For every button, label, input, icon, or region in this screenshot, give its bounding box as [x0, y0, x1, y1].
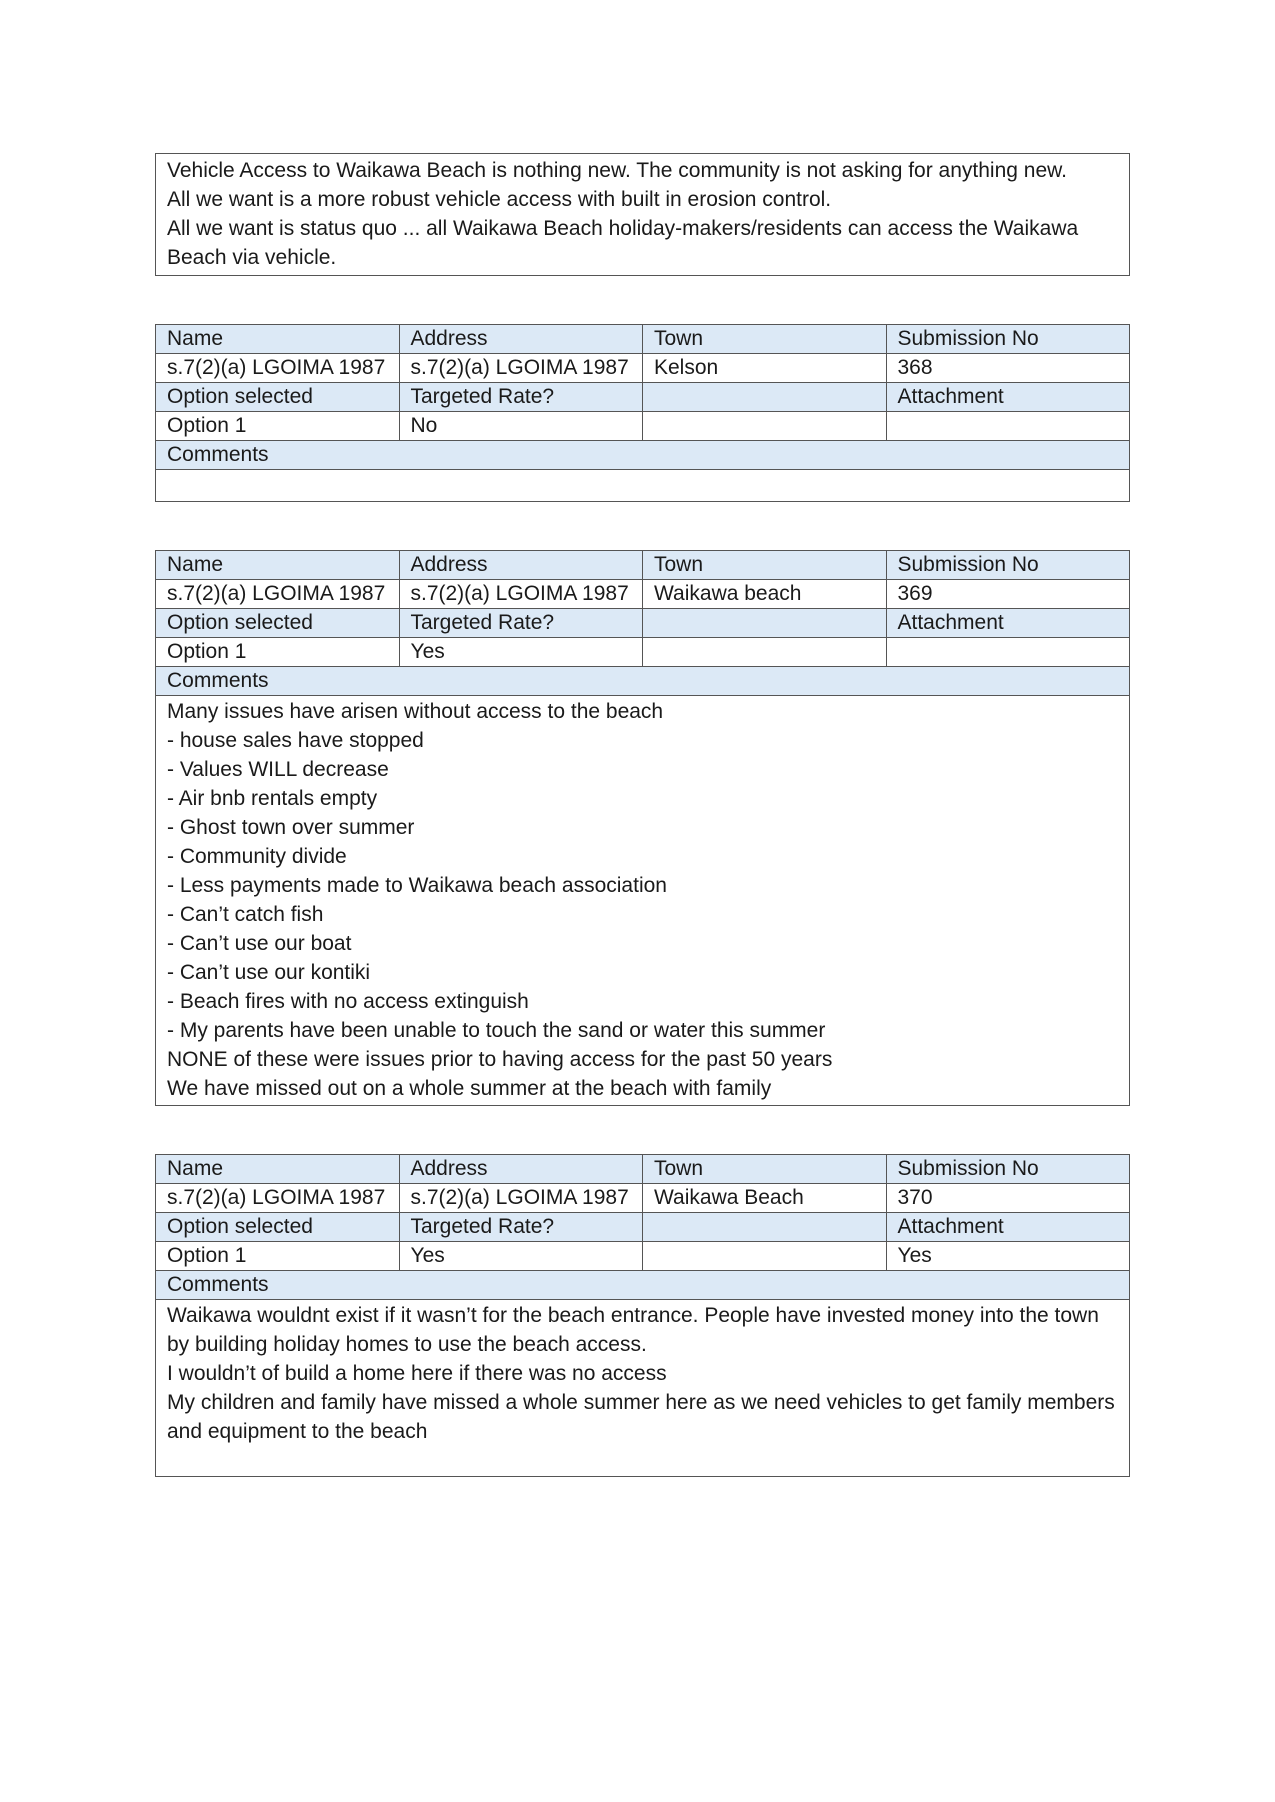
comment-line: - Can’t use our kontiki — [167, 961, 371, 984]
name-label: Name — [156, 551, 400, 580]
town-value: Waikawa Beach — [643, 1184, 887, 1213]
empty-cell — [643, 412, 887, 441]
submission-no-value: 368 — [886, 354, 1130, 383]
submission-no-label: Submission No — [886, 551, 1130, 580]
comment-line: Waikawa wouldnt exist if it wasn’t for the beach entrance. People have invested money into the town by building holiday homes to use the beach access. — [167, 1304, 1105, 1356]
address-label: Address — [399, 325, 643, 354]
comment-line: My children and family have missed a whole summer here as we need vehicles to get family members and equipment to the beach — [167, 1391, 1121, 1443]
option-selected-label: Option selected — [156, 383, 400, 412]
empty-cell — [643, 1242, 887, 1271]
header-row — [156, 325, 1130, 354]
address-label: Address — [399, 1155, 643, 1184]
comment-line: - My parents have been unable to touch the sand or water this summer — [167, 1019, 826, 1042]
value-row — [156, 580, 1130, 609]
option-value: Option 1 — [156, 1242, 400, 1271]
comment-line: - Beach fires with no access extinguish — [167, 990, 529, 1013]
value-row — [156, 412, 1130, 441]
comment-line: - house sales have stopped — [167, 729, 424, 752]
town-label: Town — [643, 1155, 887, 1184]
submission-no-value: 369 — [886, 580, 1130, 609]
name-value: s.7(2)(a) LGOIMA 1987 — [156, 1184, 400, 1213]
comments-label: Comments — [156, 441, 1130, 470]
empty-cell — [643, 383, 887, 412]
empty-cell — [643, 1213, 887, 1242]
name-label: Name — [156, 1155, 400, 1184]
intro-statement-box — [155, 153, 1130, 276]
attachment-value — [886, 638, 1130, 667]
value-row — [156, 1184, 1130, 1213]
comments-header-row — [156, 1271, 1130, 1300]
targeted-rate-value: No — [399, 412, 643, 441]
town-label: Town — [643, 325, 887, 354]
address-label: Address — [399, 551, 643, 580]
targeted-rate-value: Yes — [399, 1242, 643, 1271]
empty-cell — [643, 609, 887, 638]
comment-line: - Values WILL decrease — [167, 758, 389, 781]
submission-table-368 — [155, 324, 1130, 502]
value-row — [156, 638, 1130, 667]
comments-header-row — [156, 667, 1130, 696]
intro-line: Vehicle Access to Waikawa Beach is nothing new. The community is not asking for anything new. — [167, 159, 1067, 182]
comment-line: - Can’t use our boat — [167, 932, 352, 955]
submission-no-label: Submission No — [886, 325, 1130, 354]
comments-label: Comments — [156, 667, 1130, 696]
option-selected-label: Option selected — [156, 1213, 400, 1242]
targeted-rate-label: Targeted Rate? — [399, 383, 643, 412]
comments-label: Comments — [156, 1271, 1130, 1300]
comment-line: - Can’t catch fish — [167, 903, 324, 926]
header-row — [156, 1155, 1130, 1184]
targeted-rate-value: Yes — [399, 638, 643, 667]
address-value: s.7(2)(a) LGOIMA 1987 — [399, 1184, 643, 1213]
town-value: Waikawa beach — [643, 580, 887, 609]
attachment-label: Attachment — [886, 609, 1130, 638]
intro-line: All we want is a more robust vehicle access with built in erosion control. — [167, 188, 832, 211]
comment-line: Many issues have arisen without access to the beach — [167, 700, 664, 723]
town-value: Kelson — [643, 354, 887, 383]
town-label: Town — [643, 551, 887, 580]
address-value: s.7(2)(a) LGOIMA 1987 — [399, 354, 643, 383]
submission-no-value: 370 — [886, 1184, 1130, 1213]
comment-line: I wouldn’t of build a home here if there was no access — [167, 1362, 667, 1385]
header-row — [156, 609, 1130, 638]
comment-line: - Air bnb rentals empty — [167, 787, 378, 810]
value-row — [156, 354, 1130, 383]
option-value: Option 1 — [156, 638, 400, 667]
option-value: Option 1 — [156, 412, 400, 441]
comments-row — [156, 1300, 1130, 1477]
submission-no-label: Submission No — [886, 1155, 1130, 1184]
comment-line: - Less payments made to Waikawa beach association — [167, 874, 667, 897]
comments-row — [156, 470, 1130, 502]
submission-table-370 — [155, 1154, 1130, 1477]
attachment-label: Attachment — [886, 1213, 1130, 1242]
comments-body — [156, 470, 1130, 502]
targeted-rate-label: Targeted Rate? — [399, 609, 643, 638]
comment-line: - Ghost town over summer — [167, 816, 415, 839]
attachment-label: Attachment — [886, 383, 1130, 412]
comment-line: - Community divide — [167, 845, 347, 868]
comments-body — [156, 1300, 1130, 1477]
header-row — [156, 551, 1130, 580]
name-value: s.7(2)(a) LGOIMA 1987 — [156, 580, 400, 609]
header-row — [156, 1213, 1130, 1242]
name-label: Name — [156, 325, 400, 354]
empty-cell — [643, 638, 887, 667]
document-page — [155, 153, 1130, 1477]
option-selected-label: Option selected — [156, 609, 400, 638]
comments-row — [156, 696, 1130, 1106]
comments-body — [156, 696, 1130, 1106]
submission-table-369 — [155, 550, 1130, 1106]
intro-line: All we want is status quo ... all Waikawa Beach holiday-makers/residents can access the Waikawa Beach via vehicle. — [167, 217, 1085, 269]
attachment-value: Yes — [886, 1242, 1130, 1271]
attachment-value — [886, 412, 1130, 441]
header-row — [156, 383, 1130, 412]
address-value: s.7(2)(a) LGOIMA 1987 — [399, 580, 643, 609]
comment-line: NONE of these were issues prior to having access for the past 50 years — [167, 1048, 833, 1071]
targeted-rate-label: Targeted Rate? — [399, 1213, 643, 1242]
comments-header-row — [156, 441, 1130, 470]
value-row — [156, 1242, 1130, 1271]
name-value: s.7(2)(a) LGOIMA 1987 — [156, 354, 400, 383]
comment-line: We have missed out on a whole summer at the beach with family — [167, 1077, 772, 1100]
